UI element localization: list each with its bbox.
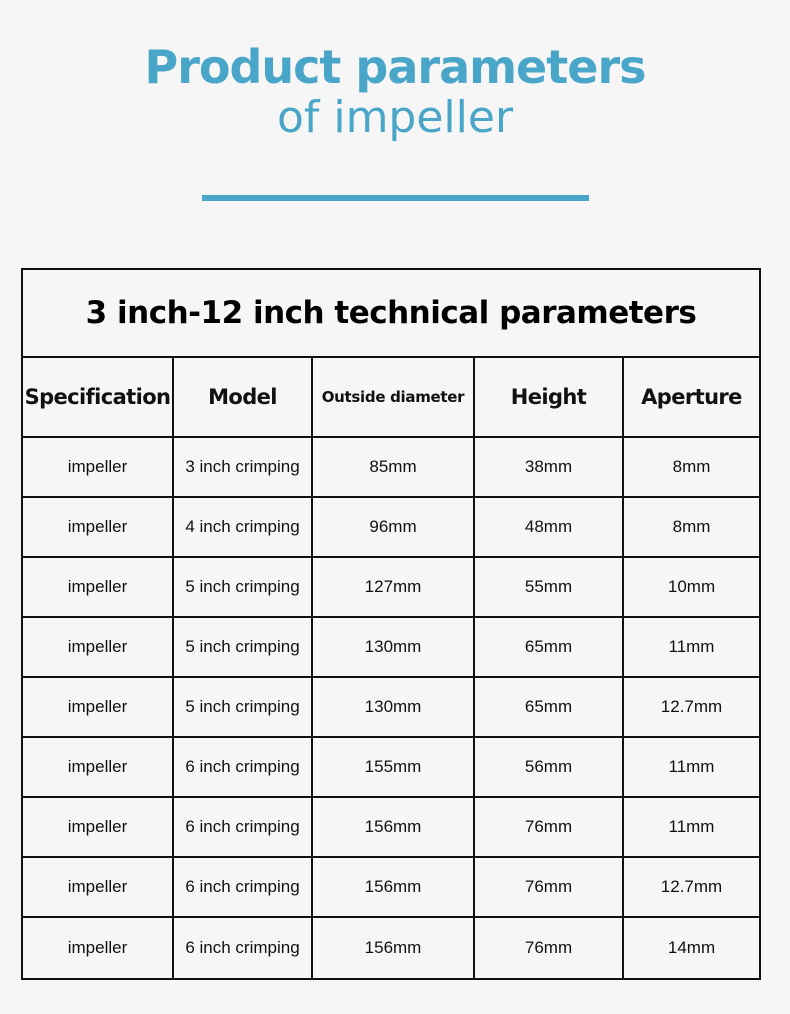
cell-height: 76mm — [475, 858, 624, 916]
table-title: 3 inch-12 inch technical parameters — [23, 270, 759, 358]
table-header-row — [23, 358, 759, 438]
cell-specification: impeller — [23, 498, 174, 556]
heading-title-line2: of impeller — [276, 92, 514, 143]
page-heading — [0, 40, 790, 142]
column-header-outside-diameter: Outside diameter — [313, 358, 475, 436]
cell-outside-diameter: 155mm — [313, 738, 475, 796]
cell-outside-diameter: 156mm — [313, 798, 475, 856]
cell-specification: impeller — [23, 738, 174, 796]
cell-model: 5 inch crimping — [174, 618, 313, 676]
cell-specification: impeller — [23, 618, 174, 676]
table-row — [23, 438, 759, 498]
column-header-model: Model — [174, 358, 313, 436]
cell-specification: impeller — [23, 858, 174, 916]
cell-aperture: 12.7mm — [660, 697, 723, 716]
table-row — [23, 918, 759, 978]
cell-height: 65mm — [475, 618, 624, 676]
cell-aperture: 12.7mm — [660, 877, 723, 896]
cell-aperture: 11mm — [668, 637, 715, 656]
table-row — [23, 798, 759, 858]
cell-outside-diameter: 96mm — [313, 498, 475, 556]
parameters-table — [21, 268, 761, 980]
cell-model: 4 inch crimping — [174, 498, 313, 556]
cell-height: 55mm — [475, 558, 624, 616]
cell-aperture: 10mm — [667, 577, 716, 596]
cell-height: 38mm — [475, 438, 624, 496]
cell-height: 76mm — [475, 798, 624, 856]
table-row — [23, 558, 759, 618]
cell-outside-diameter: 156mm — [313, 858, 475, 916]
cell-model: 5 inch crimping — [174, 678, 313, 736]
cell-aperture: 14mm — [667, 938, 716, 957]
cell-height: 76mm — [475, 918, 624, 978]
cell-model: 5 inch crimping — [174, 558, 313, 616]
cell-specification: impeller — [23, 438, 174, 496]
cell-model: 3 inch crimping — [174, 438, 313, 496]
cell-specification: impeller — [23, 918, 174, 978]
cell-outside-diameter: 127mm — [313, 558, 475, 616]
cell-outside-diameter: 156mm — [313, 918, 475, 978]
cell-model: 6 inch crimping — [174, 798, 313, 856]
cell-height: 48mm — [475, 498, 624, 556]
column-header-aperture: Aperture — [641, 385, 742, 409]
cell-outside-diameter: 130mm — [313, 618, 475, 676]
cell-height: 56mm — [475, 738, 624, 796]
cell-specification: impeller — [23, 678, 174, 736]
column-header-specification: Specification — [23, 358, 174, 436]
heading-title-line1: Product parameters — [144, 40, 646, 94]
table-row — [23, 618, 759, 678]
cell-aperture: 8mm — [672, 517, 711, 536]
table-row — [23, 678, 759, 738]
cell-specification: impeller — [23, 558, 174, 616]
cell-aperture: 11mm — [668, 757, 715, 776]
accent-divider — [202, 195, 589, 201]
cell-outside-diameter: 85mm — [313, 438, 475, 496]
table-row — [23, 498, 759, 558]
table-row — [23, 738, 759, 798]
cell-aperture: 8mm — [672, 457, 711, 476]
cell-model: 6 inch crimping — [174, 858, 313, 916]
column-header-height: Height — [475, 358, 624, 436]
cell-model: 6 inch crimping — [174, 738, 313, 796]
cell-height: 65mm — [475, 678, 624, 736]
cell-specification: impeller — [23, 798, 174, 856]
cell-outside-diameter: 130mm — [313, 678, 475, 736]
table-row — [23, 858, 759, 918]
cell-aperture: 11mm — [668, 817, 715, 836]
cell-model: 6 inch crimping — [174, 918, 313, 978]
